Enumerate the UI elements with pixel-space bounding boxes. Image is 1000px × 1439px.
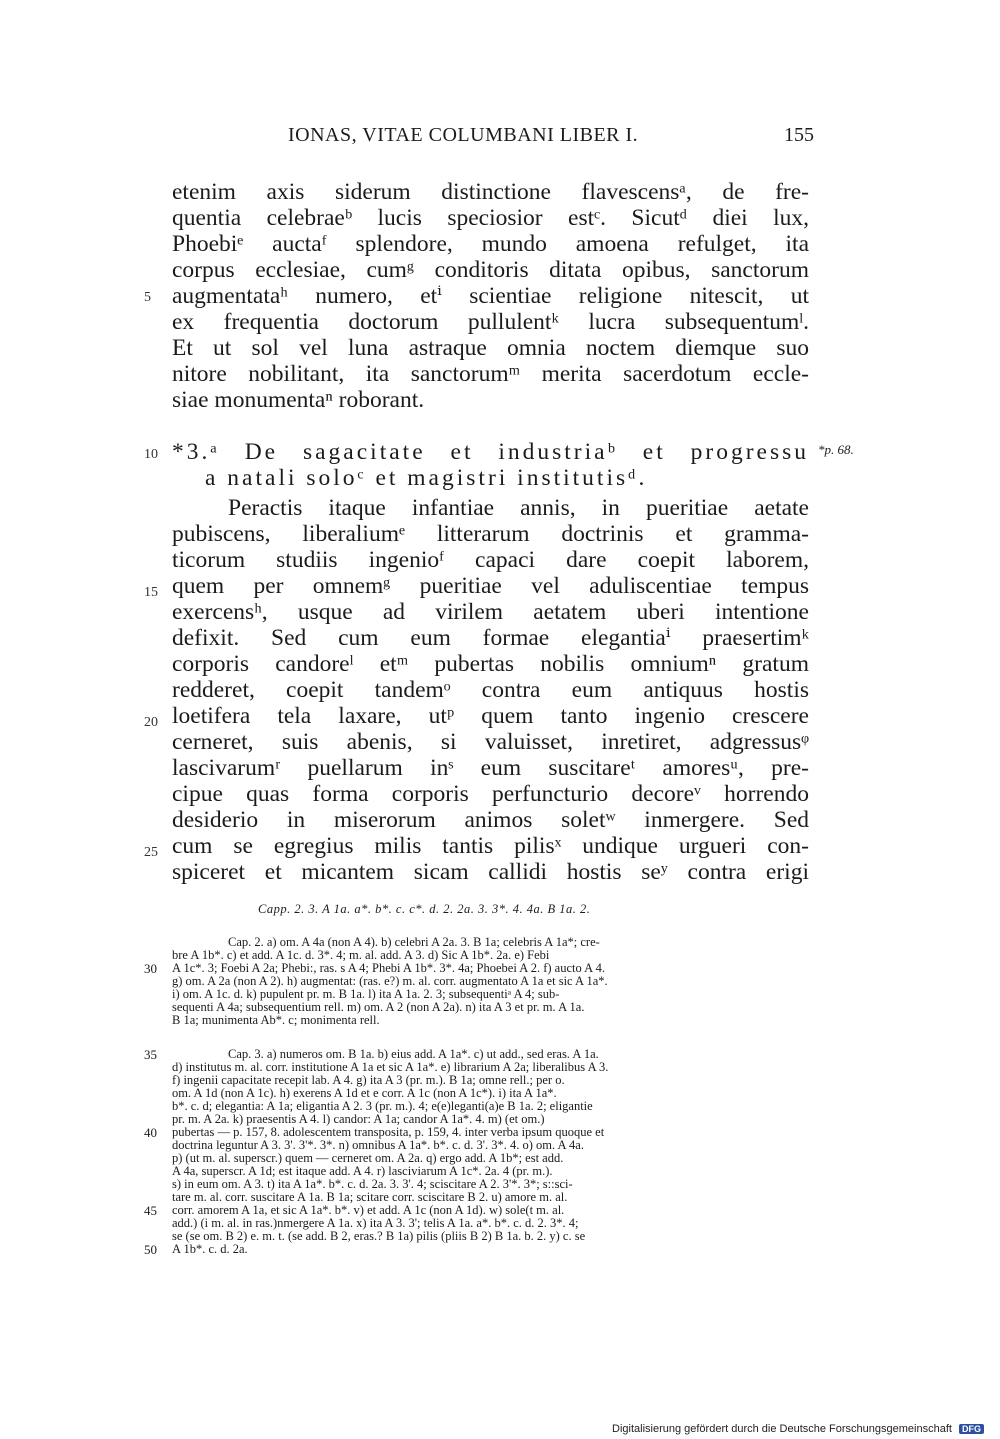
apparatus-note: A 1b*. c. d. 2a.: [172, 1243, 248, 1256]
apparatus-note: pubertas — p. 157, 8. adolescentem transposita, p. 159, 4. inter verba ipsum quoque et: [172, 1126, 605, 1139]
text-line: quem per omnemᵍ pueritiae vel aduliscentiae tempus: [172, 574, 809, 599]
text-line: ex frequentia doctorum pullulentᵏ lucra subsequentumˡ.: [172, 310, 809, 335]
apparatus-note: f) ingenii capacitate recepit lab. A 4. g) ita A 3 (pr. m.). B 1a; omne rell.; per o.: [172, 1074, 565, 1087]
digitization-credit: [612, 1423, 984, 1435]
apparatus-note: d) institutus m. al. corr. institutione A 1a et sic A 1a*. e) librarium A 2a; liberalibus A 3.: [172, 1061, 609, 1074]
text-line: redderet, coepit tandemᵒ contra eum antiquus hostis: [172, 678, 809, 703]
apparatus-line-number: 35: [144, 1047, 157, 1062]
apparatus-note: B 1a; munimenta Ab*. c; monimenta rell.: [172, 1014, 380, 1027]
text-line: etenim axis siderum distinctione flavescensᵃ, de fre-: [172, 180, 809, 205]
running-title: IONAS, VITAE COLUMBANI LIBER I.: [288, 124, 639, 146]
text-line: corporis candoreˡ etᵐ pubertas nobilis omniumⁿ gratum: [172, 652, 809, 677]
chapter-heading: *3.ᵃ De sagacitate et industriaᵇ et progressu: [172, 439, 809, 465]
text-line: loetifera tela laxare, utᵖ quem tanto ingenio crescere: [172, 704, 809, 729]
apparatus-note: A 1c*. 3; Foebi A 2a; Phebi:, ras. s A 4; Phebi A 1b*. 3*. 4a; Phoebei A 2. f) aucto A 4.: [172, 962, 605, 975]
text-line: exercensʰ, usque ad virilem aetatem uberi intentione: [172, 600, 809, 625]
text-line: ticorum studiis ingenioᶠ capaci dare coepit laborem,: [172, 548, 809, 573]
apparatus-line-number: 40: [144, 1125, 157, 1140]
text-line: spiceret et micantem sicam callidi hostis seʸ contra erigi: [172, 860, 809, 885]
apparatus-line-number: 50: [144, 1242, 157, 1257]
text-line: desiderio in miserorum animos soletʷ inmergere. Sed: [172, 808, 809, 833]
apparatus-note: doctrina leguntur A 3. 3'. 3'*. 3*. n) omnibus A 1a*. b*. c. d. 3'. 3*. 4. o) om. A 4a.: [172, 1139, 584, 1152]
text-line: defixit. Sed cum eum formae elegantiaⁱ praesertimᵏ: [172, 626, 809, 651]
text-line: cum se egregius milis tantis pilisˣ undique urgueri con-: [172, 834, 809, 859]
apparatus-note: tare m. al. corr. suscitare A 1a. B 1a; scitare corr. sciscitare B 2. u) amore m. al.: [172, 1191, 568, 1204]
text-line: pubiscens, liberaliumᵉ litterarum doctrinis et gramma-: [172, 522, 809, 547]
apparatus-note: g) om. A 2a (non A 2). h) augmentat: (ras. e?) m. al. corr. augmentato A 1a et sic A 1a*.: [172, 975, 608, 988]
chapter-heading: a natali soloᶜ et magistri institutisᵈ.: [205, 465, 648, 491]
apparatus-line-number: 30: [144, 961, 157, 976]
apparatus-note: corr. amorem A 1a, et sic A 1a*. b*. v) et add. A 1c (non A 1d). w) sole(t m. al.: [172, 1204, 565, 1217]
apparatus-note: A 4a, superscr. A 1d; est itaque add. A 4. r) lasciviarum A 1c*. 2a. 4 (pr. m.).: [172, 1165, 553, 1178]
apparatus-note: s) in eum om. A 3. t) ita A 1a*. b*. c. d. 2a. 3. 3'. 4; sciscitare A 2. 3'*. 3*; s::sci-: [172, 1178, 573, 1191]
line-number: 15: [144, 585, 158, 600]
apparatus-note: p) (ut m. al. superscr.) quem — cerneret om. A 2a. q) ergo add. A 1b*; est add.: [172, 1152, 564, 1165]
text-line: lascivarumʳ puellarum inˢ eum suscitareᵗ amoresᵘ, pre-: [172, 756, 809, 781]
text-line: cipue quas forma corporis perfuncturio decoreᵛ horrendo: [172, 782, 809, 807]
text-line: siae monumentaⁿ roborant.: [172, 388, 425, 413]
apparatus-note: Cap. 2. a) om. A 4a (non A 4). b) celebri A 2a. 3. B 1a; celebris A 1a*; cre-: [228, 936, 600, 949]
text-line: augmentataʰ numero, etⁱ scientiae religione nitescit, ut: [172, 284, 809, 309]
line-number: 20: [144, 715, 158, 730]
text-line: cerneret, suis abenis, si valuisset, inretiret, adgressusᵠ: [172, 730, 809, 755]
page-number: 155: [784, 124, 814, 146]
text-line: nitore nobilitant, ita sanctorumᵐ merita sacerdotum eccle-: [172, 362, 809, 387]
credit-text: Digitalisierung gefördert durch die Deutsche Forschungsgemeinschaft: [612, 1423, 952, 1435]
apparatus-note: om. A 1d (non A 1c). h) exerens A 1d et e corr. A 1c (non A 1c*). i) ita A 1a*.: [172, 1087, 557, 1100]
apparatus-note: b*. c. d; elegantia: A 1a; eligantia A 2. 3 (pr. m.). 4; e(e)leganti(a)e B 1a. 2; eligantie: [172, 1100, 593, 1113]
dfg-logo: DFG: [959, 1424, 984, 1434]
manuscript-sigla: Capp. 2. 3. A 1a. a*. b*. c. c*. d. 2. 2a. 3. 3*. 4. 4a. B 1a. 2.: [258, 902, 591, 916]
line-number: 10: [144, 447, 158, 462]
apparatus-note: pr. m. A 2a. k) praesentis A 4. l) candor: A 1a; candor A 1a*. 4. m) (et om.): [172, 1113, 545, 1126]
text-line: corpus ecclesiae, cumᵍ conditoris ditata opibus, sanctorum: [172, 258, 809, 283]
line-number: 25: [144, 845, 158, 860]
text-line: Et ut sol vel luna astraque omnia noctem diemque suo: [172, 336, 809, 361]
apparatus-note: bre A 1b*. c) et add. A 1c. d. 3*. 4; m. al. add. A 3. d) Sic A 1b*. 2a. e) Febi: [172, 949, 550, 962]
margin-page-reference: *p. 68.: [818, 442, 854, 457]
apparatus-note: se (se om. B 2) e. m. t. (se add. B 2, eras.? B 1a) pilis (pliis B 2) B 1a. b. 2. y) c. se: [172, 1230, 586, 1243]
text-line: Phoebiᵉ auctaᶠ splendore, mundo amoena refulget, ita: [172, 232, 809, 257]
apparatus-note: add.) (i m. al. in ras.)nmergere A 1a. x) ita A 3. 3'; telis A 1a. a*. b*. c. d. 2. 3*. 4;: [172, 1217, 579, 1230]
apparatus-note: i) om. A 1c. d. k) pupulent pr. m. B 1a. l) ita A 1a. 2. 3; subsequentiᵃ A 4; sub-: [172, 988, 560, 1001]
text-line: quentia celebraeᵇ lucis speciosior estᶜ. Sicutᵈ diei lux,: [172, 206, 809, 231]
apparatus-line-number: 45: [144, 1203, 157, 1218]
apparatus-note: sequenti A 4a; subsequentium rell. m) om. A 2 (non A 2a). n) ita A 3 et pr. m. A 1a.: [172, 1001, 585, 1014]
text-line: Peractis itaque infantiae annis, in pueritiae aetate: [228, 496, 809, 521]
apparatus-note: Cap. 3. a) numeros om. B 1a. b) eius add. A 1a*. c) ut add., sed eras. A 1a.: [228, 1048, 599, 1061]
line-number: 5: [144, 290, 151, 305]
